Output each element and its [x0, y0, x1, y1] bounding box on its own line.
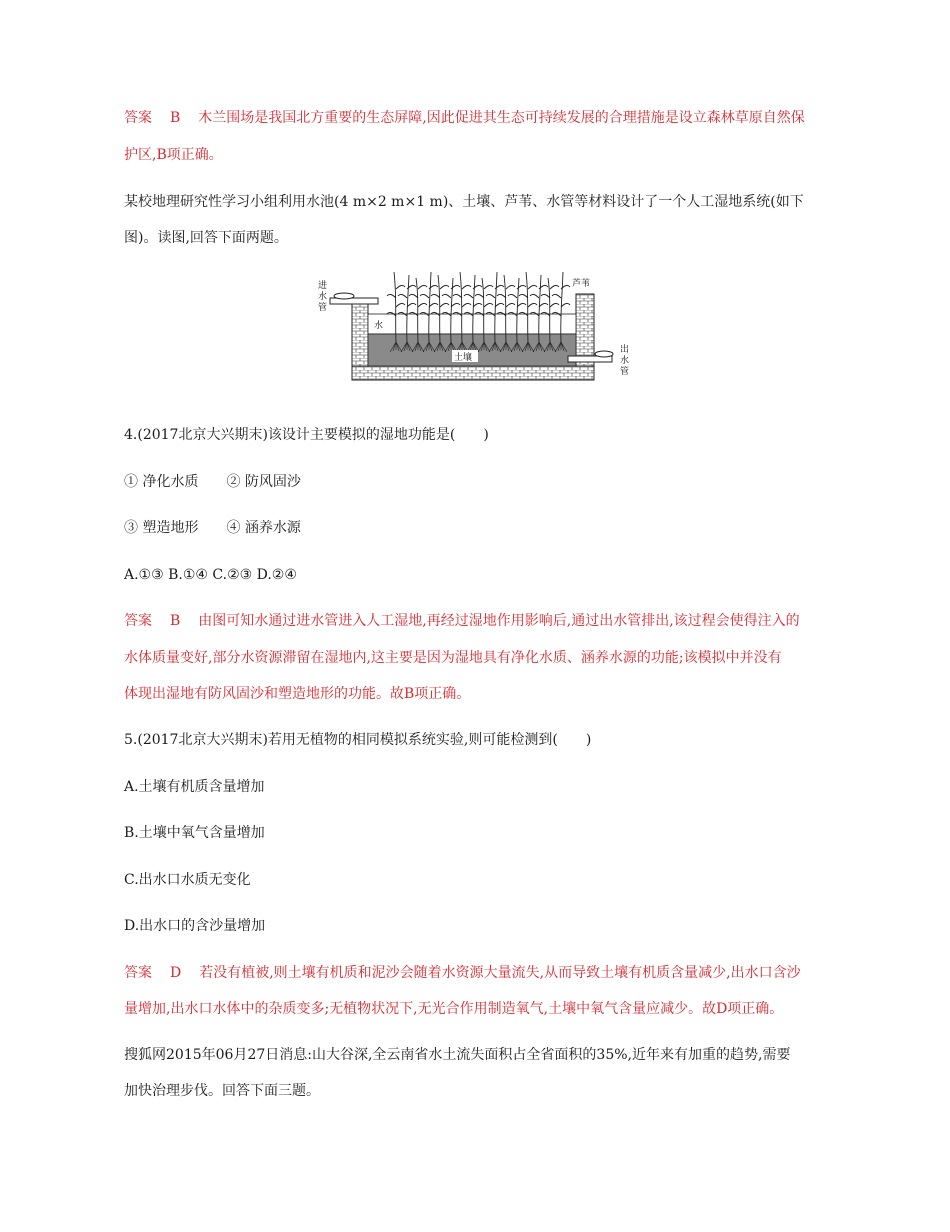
reed-leaf: [420, 294, 429, 298]
answer-5-line-1: [124, 963, 801, 983]
reed-leaf: [409, 294, 418, 298]
outlet-label-1: 出: [620, 345, 630, 355]
intro-1-line-1: 某校地理研究性学习小组利用水池(4 m×2 m×1 m)、土壤、芦苇、水管等材料设计了一个人工湿地系统(如下: [124, 194, 804, 210]
reed-leaf: [464, 294, 473, 298]
answer-label: 答案: [124, 110, 152, 126]
intro-1-line-2: 图)。读图,回答下面两题。: [124, 230, 288, 246]
reed-leaf: [418, 303, 427, 307]
answer-5-line-2: 量增加,出水口水体中的杂质变多;无植物状况下,无光合作用制造氧气,土壤中氧气含量应减少。故D项正确。: [124, 1001, 784, 1017]
reed-leaf: [387, 294, 396, 298]
reed-leaf: [475, 294, 484, 298]
inlet-cap: [334, 293, 354, 299]
reed-leaf: [508, 294, 517, 298]
reed-leaf: [541, 294, 550, 298]
soil-label: 土壤: [454, 353, 473, 363]
reed-leaf: [473, 303, 482, 307]
question-4-stem: 4.(2017北京大兴期末)该设计主要模拟的湿地功能是( ): [124, 427, 489, 443]
question-5-option-a: A.土壤有机质含量增加: [124, 779, 265, 795]
answer-3-line-2: 护区,B项正确。: [124, 147, 223, 163]
inlet-label-2: 水: [318, 292, 328, 302]
reed-leaf: [550, 285, 559, 289]
answer-text: 木兰围场是我国北方重要的生态屏障,因此促进其生态可持续发展的合理措施是设立森林草原自然保: [198, 110, 805, 126]
question-5-option-d: D.出水口的含沙量增加: [124, 918, 266, 934]
reed-leaf: [519, 294, 528, 298]
reed-leaf: [431, 294, 440, 298]
option-1: ① 净化水质: [124, 474, 199, 490]
reed-leaf: [495, 303, 504, 307]
reed-leaf: [440, 303, 449, 307]
reed-leaf: [517, 303, 526, 307]
answer-4-line-3: 体现出湿地有防风固沙和塑造地形的功能。故B项正确。: [124, 686, 471, 702]
answer-4-line-2: 水体质量变好,部分水资源滞留在湿地内,这主要是因为湿地具有净化水质、涵养水源的功能;该模拟中并没有: [124, 650, 782, 666]
reed-leaf: [506, 285, 515, 289]
reed-leaf: [440, 285, 449, 289]
inlet-label-3: 管: [318, 303, 328, 313]
answer-letter: D: [170, 965, 182, 981]
reed-leaf: [396, 285, 405, 289]
answer-letter: B: [170, 613, 181, 629]
answer-label: 答案: [124, 965, 152, 981]
reed-leaf: [453, 294, 462, 298]
reed-leaf: [442, 294, 451, 298]
question-5-option-c: C.出水口水质无变化: [124, 872, 251, 888]
intro-2-line-2: 加快治理步伐。回答下面三题。: [124, 1083, 320, 1099]
intro-2-line-1: 搜狐网2015年06月27日消息:山大谷深,全云南省水土流失面积占全省面积的35%,近年来有加重的趋势,需要: [124, 1047, 791, 1063]
answer-letter: B: [170, 110, 181, 126]
reed-leaf: [497, 294, 506, 298]
wetland-diagram: [300, 268, 640, 384]
water-layer: [368, 314, 576, 334]
reed-leaf: [484, 285, 493, 289]
question-4-options-row-2: [124, 518, 301, 538]
answer-label: 答案: [124, 613, 152, 629]
outlet-label-3: 管: [620, 367, 630, 377]
reed-leaf: [398, 294, 407, 298]
reed-leaf: [486, 294, 495, 298]
outlet-label-2: 水: [620, 356, 630, 366]
question-5-stem: 5.(2017北京大兴期末)若用无植物的相同模拟系统实验,则可能检测到( ): [124, 732, 592, 748]
answer-4-line-1: [124, 611, 800, 631]
option-4: ④ 涵养水源: [226, 520, 301, 536]
bottom-wall: [352, 366, 594, 380]
reed-leaf: [396, 303, 405, 307]
reed-leaf: [418, 285, 427, 289]
inlet-label-1: 进: [318, 281, 328, 291]
reed-leaf: [462, 285, 471, 289]
reed-leaf: [550, 303, 559, 307]
reed-leaf: [561, 303, 570, 307]
answer-3-line-1: [124, 108, 805, 128]
reed-label: 芦苇: [572, 279, 591, 289]
reed-leaf: [530, 294, 539, 298]
answer-text: 由图可知水通过进水管进入人工湿地,再经过湿地作用影响后,通过出水管排出,该过程会使得注入的: [198, 613, 800, 629]
reed-leaf: [451, 303, 460, 307]
outlet-cap: [595, 351, 613, 357]
reed-leaf: [484, 303, 493, 307]
reed-leaf: [552, 294, 561, 298]
question-5-option-b: B.土壤中氧气含量增加: [124, 825, 265, 841]
option-2: ② 防风固沙: [226, 474, 301, 490]
question-4-options-row-1: [124, 472, 301, 492]
water-label: 水: [374, 321, 384, 331]
option-3: ③ 塑造地形: [124, 520, 199, 536]
reed-leaf: [539, 303, 548, 307]
reed-leaf: [462, 303, 471, 307]
reed-leaf: [506, 303, 515, 307]
answer-text: 若没有植被,则土壤有机质和泥沙会随着水资源大量流失,从而导致土壤有机质含量减少,出水口含沙: [199, 965, 801, 981]
reed-leaf: [407, 303, 416, 307]
reed-leaf: [429, 303, 438, 307]
question-4-choices: A.①③ B.①④ C.②③ D.②④: [124, 567, 297, 583]
reed-leaf: [528, 303, 537, 307]
reed-leaf: [528, 285, 537, 289]
